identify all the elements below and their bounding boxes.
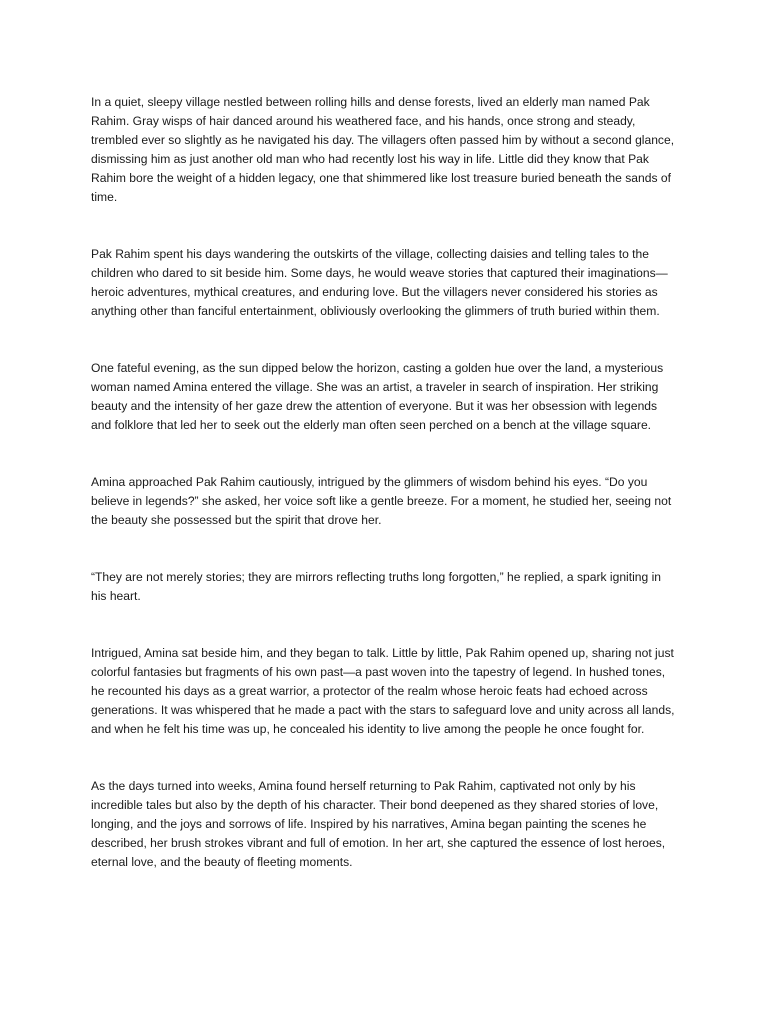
paragraph-7: As the days turned into weeks, Amina found herself returning to Pak Rahim, captivated not only by his incredible tales but also by the depth of his character. Their bond deepened as they shared stories of love, longing, and the joys and sorrows of life. Inspired by his narratives, Amina began painting the scenes he described, her brush strokes vibrant and full of emotion. In her art, she captured the essence of lost heroes, eternal love, and the beauty of fleeting moments. <box>91 779 666 869</box>
paragraph-1: In a quiet, sleepy village nestled between rolling hills and dense forests, lived an elderly man named Pak Rahim. Gray wisps of hair danced around his weathered face, and his hands, once strong and steady, trembled ever so slightly as he navigated his day. The villagers often passed him by without a second glance, dismissing him as just another old man who had recently lost his way in life. Little did they know that Pak Rahim bore the weight of a hidden legacy, one that shimmered like lost treasure buried beneath the sands of time. <box>91 95 675 204</box>
paragraph-4: Amina approached Pak Rahim cautiously, intrigued by the glimmers of wisdom behind his eyes. “Do you believe in legends?” she asked, her voice soft like a gentle breeze. For a moment, he studied her, seeing not the beauty she possessed but the spirit that drove her. <box>91 475 672 527</box>
paragraph-3: One fateful evening, as the sun dipped below the horizon, casting a golden hue over the land, a mysterious woman named Amina entered the village. She was an artist, a traveler in search of inspiration. Her striking beauty and the intensity of her gaze drew the attention of everyone. But it was her obsession with legends and folklore that led her to seek out the elderly man often seen perched on a bench at the village square. <box>91 361 664 432</box>
paragraph-2: Pak Rahim spent his days wandering the outskirts of the village, collecting daisies and telling tales to the children who dared to sit beside him. Some days, he would weave stories that captured their imaginations—heroic adventures, mythical creatures, and enduring love. But the villagers never considered his stories as anything other than fanciful entertainment, obliviously overlooking the glimmers of truth buried within them. <box>91 247 668 318</box>
document-body <box>91 93 677 910</box>
paragraph-6: Intrigued, Amina sat beside him, and they began to talk. Little by little, Pak Rahim opened up, sharing not just colorful fantasies but fragments of his own past—a past woven into the tapestry of legend. In hushed tones, he recounted his days as a great warrior, a protector of the realm whose heroic feats had echoed across generations. It was whispered that he made a pact with the stars to safeguard love and unity across all lands, and when he felt his time was up, he concealed his identity to live among the people he once fought for. <box>91 646 675 736</box>
paragraph-5: “They are not merely stories; they are mirrors reflecting truths long forgotten,” he replied, a spark igniting in his heart. <box>91 570 662 603</box>
